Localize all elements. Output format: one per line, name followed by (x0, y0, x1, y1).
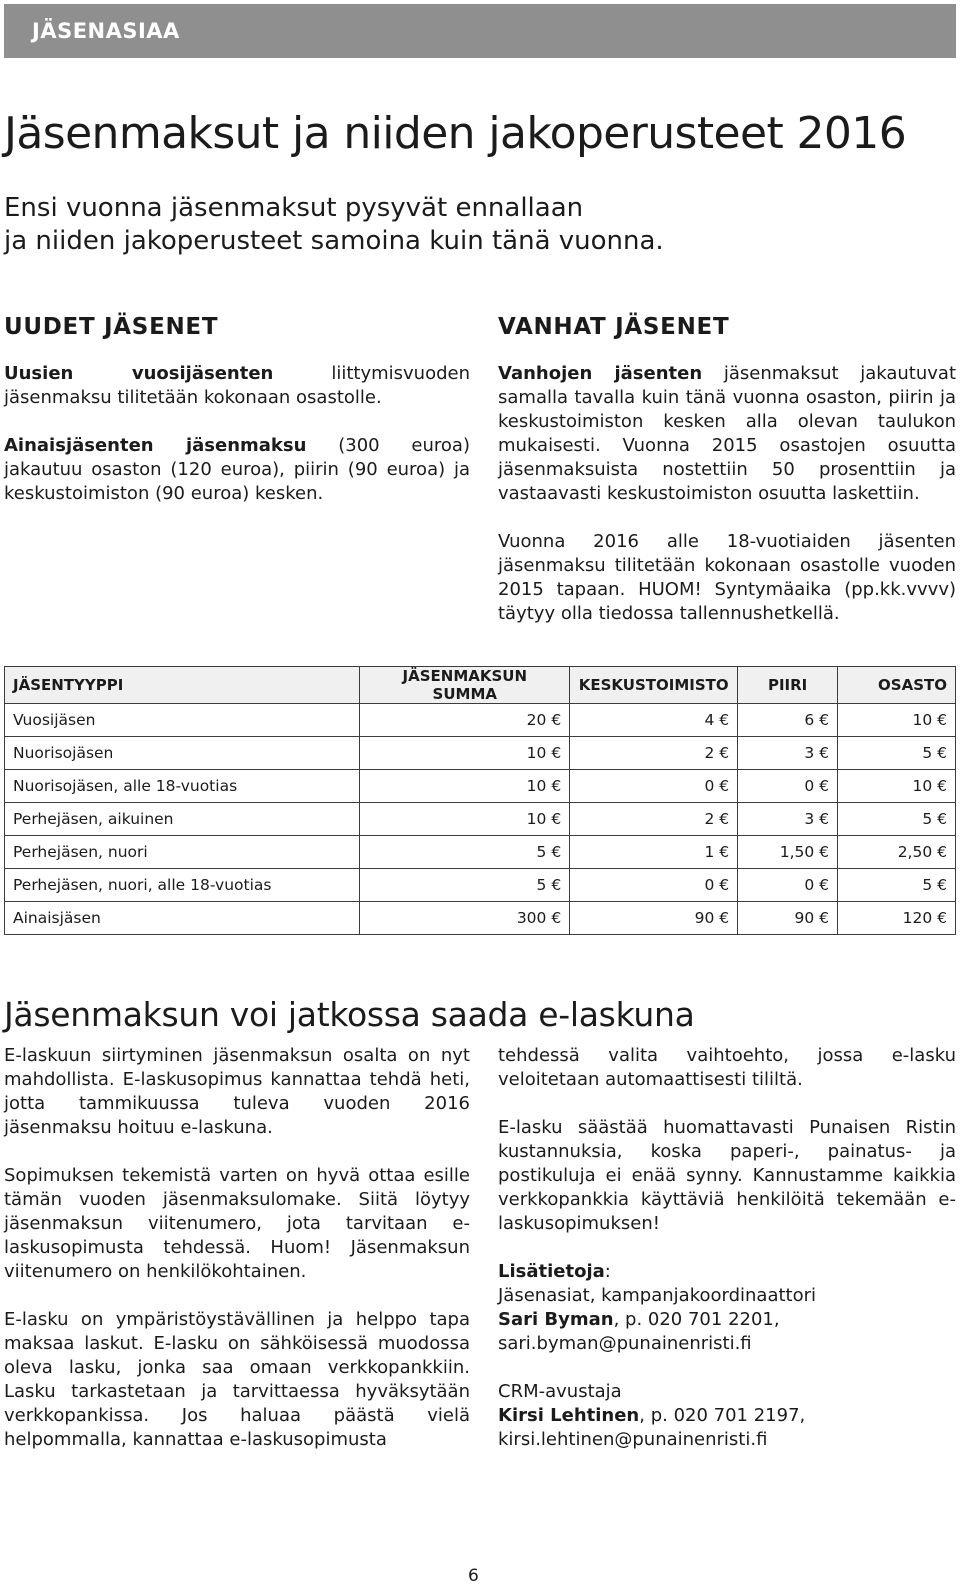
new-members-p2-text: (300 euroa) jakautuu osaston (120 euroa), piirin (90 euroa) ja keskustoimiston (90 euroa) kesken. (4, 435, 470, 504)
old-members-p1-text: jäsenmaksut jakautuvat samalla tavalla kuin tänä vuonna osaston, piirin ja keskustoimiston kesken alla olevan taulukon mukaisesti. Vuonna 2015 osastojen osuutta jäsenmaksuista nostettiin 50 prosenttiin ja vastaavasti keskustoimiston osuutta laskettiin. (498, 363, 956, 504)
branch-cell: 5 € (838, 803, 956, 836)
district-cell: 3 € (738, 803, 838, 836)
contact1-role: Jäsenasiat, kampanjakoordinaattori (498, 1285, 817, 1306)
table-row (5, 737, 956, 770)
fee-total-cell: 5 € (360, 836, 570, 869)
district-cell: 90 € (738, 902, 838, 935)
contact2-name: Kirsi Lehtinen (498, 1405, 640, 1426)
section-label: JÄSENASIAA (32, 19, 180, 43)
central-office-cell: 2 € (570, 803, 738, 836)
lead-line-2: ja niiden jakoperusteet samoina kuin tänä vuonna. (4, 226, 664, 256)
new-members-p1-bold: Uusien vuosijäsenten (4, 363, 274, 384)
central-office-cell: 1 € (570, 836, 738, 869)
einvoice-right-column (498, 1044, 956, 1452)
contact-info-colon: : (604, 1261, 611, 1282)
fee-total-cell: 20 € (360, 704, 570, 737)
fee-total-cell: 10 € (360, 770, 570, 803)
einvoice-paragraph-3: E-lasku on ympäristöystävällinen ja helppo tapa maksaa laskut. E-lasku on sähköisessä muodossa oleva lasku, jonka saa omaan verkkopankkiin. Lasku tarkastetaan ja tarvittaessa hyväksytään verkkopankissa. Jos haluaa päästä vielä helpommalla, kannattaa e-laskusopimusta (4, 1309, 470, 1450)
column-header-district: PIIRI (738, 667, 838, 704)
einvoice-paragraph-4: tehdessä valita vaihtoehto, jossa e-lasku veloitetaan automaattisesti tililtä. (498, 1045, 956, 1090)
branch-cell: 10 € (838, 704, 956, 737)
column-header-member-type: JÄSENTYYPPI (5, 667, 360, 704)
contact-info-label: Lisätietoja (498, 1261, 605, 1282)
branch-cell: 5 € (838, 737, 956, 770)
lead-text (4, 192, 704, 258)
page-number: 6 (468, 1566, 479, 1586)
old-members-p1-bold: Vanhojen jäsenten (498, 363, 703, 384)
lead-line-1: Ensi vuonna jäsenmaksut pysyvät ennallaan (4, 193, 584, 223)
einvoice-paragraph-5: E-lasku säästää huomattavasti Punaisen Ristin kustannuksia, koska paperi-, painatus- ja postikuluja ei enää synny. Kannustamme kaikkia verkkopankkia käyttäviä henkilöitä tekemään e-laskusopimuksen! (498, 1117, 956, 1234)
branch-cell: 120 € (838, 902, 956, 935)
contact1-phone: , p. 020 701 2201, (613, 1309, 780, 1330)
einvoice-title: Jäsenmaksun voi jatkossa saada e-laskuna (4, 995, 695, 1034)
district-cell: 6 € (738, 704, 838, 737)
new-members-p1-text: liittymisvuoden jäsenmaksu tilitetään kokonaan osastolle. (4, 363, 470, 408)
member-type-cell: Nuorisojäsen (5, 737, 360, 770)
einvoice-left-column (4, 1044, 470, 1452)
new-members-heading: UUDET JÄSENET (4, 314, 219, 340)
fee-total-cell: 5 € (360, 869, 570, 902)
table-row (5, 803, 956, 836)
central-office-cell: 2 € (570, 737, 738, 770)
contact2-phone: , p. 020 701 2197, (639, 1405, 806, 1426)
member-type-cell: Perhejäsen, nuori (5, 836, 360, 869)
contact2-role: CRM-avustaja (498, 1381, 622, 1402)
table-row (5, 869, 956, 902)
column-header-fee-total: JÄSENMAKSUN SUMMA (360, 667, 570, 704)
table-row (5, 836, 956, 869)
column-header-branch: OSASTO (838, 667, 956, 704)
einvoice-paragraph-1: E-laskuun siirtyminen jäsenmaksun osalta on nyt mahdollista. E-laskusopimus kannattaa tehdä heti, jotta tammikuussa tuleva vuoden 2016 jäsenmaksu hoituu e-laskuna. (4, 1045, 470, 1138)
district-cell: 0 € (738, 869, 838, 902)
branch-cell: 10 € (838, 770, 956, 803)
branch-cell: 5 € (838, 869, 956, 902)
new-members-paragraph-2 (4, 434, 470, 506)
fee-total-cell: 10 € (360, 737, 570, 770)
column-header-central-office: KESKUSTOIMISTO (570, 667, 738, 704)
contact2-email: kirsi.lehtinen@punainenristi.fi (498, 1429, 768, 1450)
old-members-section (498, 314, 956, 626)
member-type-cell: Nuorisojäsen, alle 18-vuotias (5, 770, 360, 803)
contact-info-2 (498, 1380, 956, 1452)
contact1-email: sari.byman@punainenristi.fi (498, 1333, 752, 1354)
new-members-p2-bold: Ainaisjäsenten jäsenmaksu (4, 435, 307, 456)
fee-total-cell: 10 € (360, 803, 570, 836)
table-row (5, 704, 956, 737)
old-members-heading: VANHAT JÄSENET (498, 314, 730, 340)
member-type-cell: Perhejäsen, nuori, alle 18-vuotias (5, 869, 360, 902)
new-members-section (4, 314, 470, 506)
district-cell: 3 € (738, 737, 838, 770)
section-header-bar (4, 4, 956, 58)
district-cell: 1,50 € (738, 836, 838, 869)
district-cell: 0 € (738, 770, 838, 803)
table-row (5, 902, 956, 935)
article-title: Jäsenmaksut ja niiden jakoperusteet 2016 (4, 108, 907, 159)
table-row (5, 770, 956, 803)
member-type-cell: Perhejäsen, aikuinen (5, 803, 360, 836)
member-type-cell: Vuosijäsen (5, 704, 360, 737)
central-office-cell: 0 € (570, 770, 738, 803)
old-members-paragraph-1 (498, 362, 956, 506)
table-header-row (5, 667, 956, 704)
einvoice-paragraph-2: Sopimuksen tekemistä varten on hyvä ottaa esille tämän vuoden jäsenmaksulomake. Siitä löytyy jäsenmaksun viitenumero, jota tarvitaan e-laskusopimusta tehdessä. Huom! Jäsenmaksun viitenumero on henkilökohtainen. (4, 1165, 470, 1282)
member-type-cell: Ainaisjäsen (5, 902, 360, 935)
fee-total-cell: 300 € (360, 902, 570, 935)
branch-cell: 2,50 € (838, 836, 956, 869)
old-members-paragraph-2: Vuonna 2016 alle 18-vuotiaiden jäsenten jäsenmaksu tilitetään kokonaan osastolle vuoden 2015 tapaan. HUOM! Syntymäaika (pp.kk.vvvv) täytyy olla tiedossa tallennushetkellä. (498, 531, 956, 624)
central-office-cell: 90 € (570, 902, 738, 935)
new-members-paragraph-1 (4, 362, 470, 410)
contact-info (498, 1260, 956, 1356)
contact1-name: Sari Byman (498, 1309, 614, 1330)
central-office-cell: 4 € (570, 704, 738, 737)
membership-fee-table (4, 666, 956, 935)
central-office-cell: 0 € (570, 869, 738, 902)
